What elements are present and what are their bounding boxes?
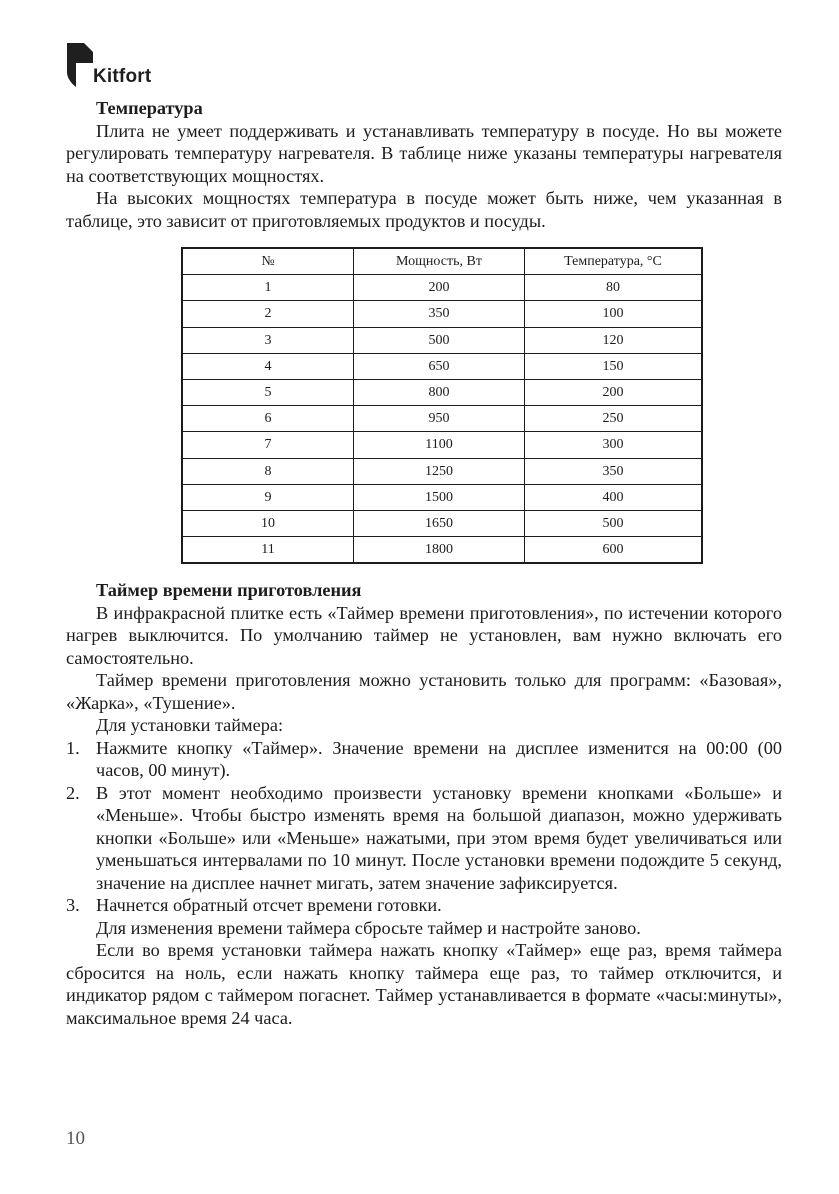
cell-power: 500 — [354, 327, 525, 353]
step-text: В этот момент необходимо произвести установку времени кнопками «Больше» и «Меньше». Чтобы быстро изменять время на большой диапазон, можно удерживать кнопки «Больше» или «Меньше» нажатыми, при этом время будет увеличиваться или уменьшаться интервалами по 10 минут. После установки времени подождите 5 секунд, значение на дисплее начнет мигать, затем значение зафиксируется. — [96, 782, 782, 893]
temperature-table — [181, 247, 703, 564]
list-item — [66, 782, 782, 895]
cell-number: 3 — [182, 327, 354, 353]
column-header-temperature: Температура, °С — [525, 248, 703, 275]
cell-number: 6 — [182, 406, 354, 432]
cell-power: 1250 — [354, 458, 525, 484]
cell-number: 4 — [182, 353, 354, 379]
paragraph: Для изменения времени таймера сбросьте таймер и настройте заново. — [96, 917, 641, 938]
cell-power: 1100 — [354, 432, 525, 458]
brand-logo — [66, 42, 176, 90]
table-row — [182, 275, 702, 301]
cell-power: 350 — [354, 301, 525, 327]
cell-number: 11 — [182, 537, 354, 564]
paragraph: Плита не умеет поддерживать и устанавливать температуру в посуде. Но вы можете регулировать температуру нагревателя. В таблице ниже указаны температуры нагревателя на соответствующих мощностях. — [66, 120, 782, 186]
table-row — [182, 353, 702, 379]
cell-power: 950 — [354, 406, 525, 432]
kitfort-logo-icon — [66, 42, 94, 88]
table-row — [182, 510, 702, 536]
column-header-power: Мощность, Вт — [354, 248, 525, 275]
cell-temperature: 600 — [525, 537, 703, 564]
cell-temperature: 300 — [525, 432, 703, 458]
timer-steps-list — [66, 737, 782, 917]
cell-power: 200 — [354, 275, 525, 301]
cell-number: 7 — [182, 432, 354, 458]
table-row — [182, 537, 702, 564]
cell-temperature: 200 — [525, 379, 703, 405]
cell-number: 5 — [182, 379, 354, 405]
step-number: 1. — [66, 737, 80, 758]
paragraph: Таймер времени приготовления можно установить только для программ: «Базовая», «Жарка», «Тушение». — [66, 670, 782, 713]
table-row — [182, 301, 702, 327]
step-number: 3. — [66, 895, 80, 916]
cell-temperature: 350 — [525, 458, 703, 484]
cell-power: 800 — [354, 379, 525, 405]
logo-text: Kitfort — [93, 66, 152, 87]
table-body — [182, 275, 702, 564]
cell-power: 1500 — [354, 484, 525, 510]
cell-power: 1800 — [354, 537, 525, 564]
list-item — [66, 737, 782, 782]
paragraph: В инфракрасной плитке есть «Таймер времени приготовления», по истечении которого нагрев выключится. По умолчанию таймер не установлен, вам нужно включать его самостоятельно. — [66, 602, 782, 668]
column-header-number: № — [182, 248, 354, 275]
cell-power: 1650 — [354, 510, 525, 536]
step-number: 2. — [66, 782, 80, 803]
paragraph: На высоких мощностях температура в посуде может быть ниже, чем указанная в таблице, это зависит от приготовляемых продуктов и посуды. — [66, 188, 782, 231]
cell-number: 1 — [182, 275, 354, 301]
table-row — [182, 432, 702, 458]
cell-number: 10 — [182, 510, 354, 536]
cell-number: 8 — [182, 458, 354, 484]
paragraph: Для установки таймера: — [96, 715, 284, 736]
cell-temperature: 80 — [525, 275, 703, 301]
table-row — [182, 379, 702, 405]
cell-temperature: 250 — [525, 406, 703, 432]
cell-temperature: 400 — [525, 484, 703, 510]
list-item — [66, 894, 782, 917]
paragraph: Если во время установки таймера нажать кнопку «Таймер» еще раз, время таймера сбросится на ноль, если нажать кнопку таймера еще раз, то таймер отключится, и индикатор рядом с таймером погаснет. Таймер устанавливается в формате «часы:минуты», максимальное время 24 часа. — [66, 940, 782, 1028]
cell-temperature: 120 — [525, 327, 703, 353]
cell-number: 9 — [182, 484, 354, 510]
page-number: 10 — [66, 1128, 85, 1149]
step-text: Начнется обратный отсчет времени готовки. — [96, 895, 442, 916]
cell-power: 650 — [354, 353, 525, 379]
section-heading-temperature: Температура — [96, 98, 203, 118]
cell-temperature: 100 — [525, 301, 703, 327]
table-row — [182, 458, 702, 484]
cell-temperature: 500 — [525, 510, 703, 536]
table-header-row — [182, 248, 702, 275]
section-heading-timer: Таймер времени приготовления — [96, 580, 362, 601]
page-content — [66, 97, 782, 1029]
step-text: Нажмите кнопку «Таймер». Значение времени на дисплее изменится на 00:00 (00 часов, 00 минут). — [96, 737, 782, 781]
table-row — [182, 484, 702, 510]
table-row — [182, 406, 702, 432]
table-row — [182, 327, 702, 353]
cell-number: 2 — [182, 301, 354, 327]
table-wrapper — [66, 232, 782, 579]
cell-temperature: 150 — [525, 353, 703, 379]
